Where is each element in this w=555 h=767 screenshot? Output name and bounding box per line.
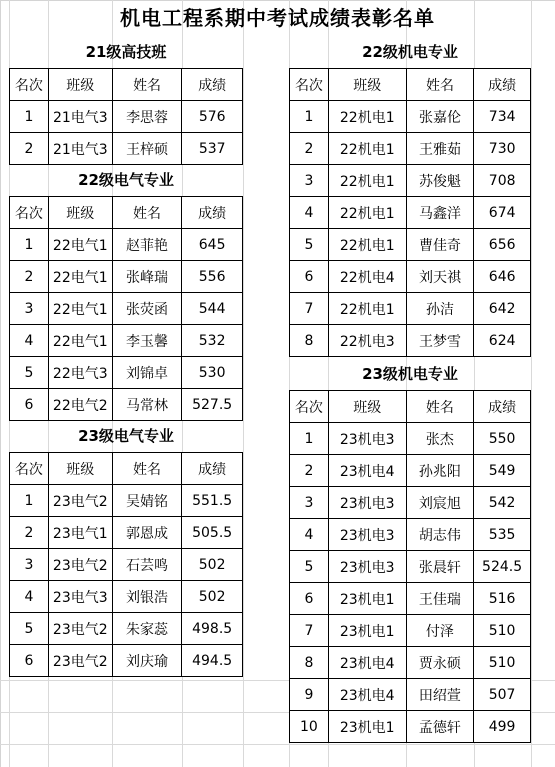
section-22-dianqi	[9, 164, 243, 421]
cell-class: 23电气2	[48, 613, 112, 645]
cell-class: 23机电1	[328, 711, 406, 743]
section-23-jidian	[289, 358, 531, 743]
cell-score: 502	[182, 581, 243, 613]
table-row	[290, 647, 531, 679]
header-rank: 名次	[10, 453, 49, 485]
table-row	[290, 197, 531, 229]
score-table	[289, 390, 531, 743]
section-21-gaoji	[9, 36, 243, 165]
cell-rank: 8	[290, 325, 329, 357]
header-score: 成绩	[474, 69, 531, 101]
cell-name: 刘锦卓	[112, 357, 182, 389]
table-row	[290, 325, 531, 357]
cell-rank: 1	[10, 229, 49, 261]
cell-score: 544	[182, 293, 243, 325]
cell-score: 708	[474, 165, 531, 197]
cell-name: 李玉馨	[112, 325, 182, 357]
cell-class: 22机电4	[328, 261, 406, 293]
table-header-row	[10, 453, 243, 485]
cell-rank: 10	[290, 711, 329, 743]
cell-rank: 7	[290, 293, 329, 325]
section-title: 23级电气专业	[78, 427, 174, 445]
table-row	[10, 261, 243, 293]
cell-score: 510	[474, 615, 531, 647]
cell-class: 23电气1	[48, 517, 112, 549]
cell-name: 郭恩成	[112, 517, 182, 549]
table-row	[10, 549, 243, 581]
gridline	[531, 0, 532, 767]
cell-rank: 3	[290, 165, 329, 197]
cell-name: 刘天祺	[406, 261, 474, 293]
cell-name: 李思蓉	[112, 101, 182, 133]
cell-rank: 1	[10, 485, 49, 517]
cell-rank: 5	[290, 551, 329, 583]
header-score: 成绩	[182, 69, 243, 101]
cell-rank: 1	[290, 423, 329, 455]
score-table	[9, 68, 243, 165]
table-row	[290, 261, 531, 293]
header-name: 姓名	[112, 69, 182, 101]
cell-class: 23机电3	[328, 519, 406, 551]
table-row	[290, 101, 531, 133]
cell-name: 刘庆瑜	[112, 645, 182, 677]
header-rank: 名次	[10, 197, 49, 229]
cell-rank: 2	[10, 517, 49, 549]
cell-score: 502	[182, 549, 243, 581]
table-row	[290, 165, 531, 197]
cell-name: 吴婧铭	[112, 485, 182, 517]
cell-rank: 4	[290, 197, 329, 229]
cell-name: 田绍萱	[406, 679, 474, 711]
cell-rank: 5	[290, 229, 329, 261]
cell-class: 22机电1	[328, 165, 406, 197]
table-row	[290, 423, 531, 455]
cell-class: 22机电3	[328, 325, 406, 357]
cell-name: 孙洁	[406, 293, 474, 325]
section-22-jidian	[289, 36, 531, 357]
cell-score: 524.5	[474, 551, 531, 583]
table-row	[290, 229, 531, 261]
cell-class: 22机电1	[328, 293, 406, 325]
cell-score: 551.5	[182, 485, 243, 517]
cell-class: 22电气1	[48, 293, 112, 325]
cell-rank: 3	[10, 293, 49, 325]
header-class: 班级	[328, 69, 406, 101]
cell-name: 孙兆阳	[406, 455, 474, 487]
cell-score: 507	[474, 679, 531, 711]
cell-class: 21电气3	[48, 133, 112, 165]
table-row	[10, 357, 243, 389]
table-row	[290, 551, 531, 583]
cell-score: 505.5	[182, 517, 243, 549]
cell-class: 23机电1	[328, 615, 406, 647]
header-class: 班级	[328, 391, 406, 423]
cell-name: 贾永硕	[406, 647, 474, 679]
cell-rank: 4	[10, 581, 49, 613]
cell-score: 542	[474, 487, 531, 519]
cell-score: 549	[474, 455, 531, 487]
cell-name: 付泽	[406, 615, 474, 647]
cell-class: 22机电1	[328, 101, 406, 133]
header-class: 班级	[48, 453, 112, 485]
table-row	[10, 293, 243, 325]
cell-rank: 1	[290, 101, 329, 133]
gridline	[0, 744, 555, 745]
cell-rank: 6	[290, 583, 329, 615]
table-row	[10, 133, 243, 165]
table-row	[290, 711, 531, 743]
header-class: 班级	[48, 197, 112, 229]
cell-class: 23电气3	[48, 581, 112, 613]
cell-rank: 2	[290, 133, 329, 165]
table-row	[10, 645, 243, 677]
cell-name: 胡志伟	[406, 519, 474, 551]
header-score: 成绩	[182, 197, 243, 229]
table-row	[290, 487, 531, 519]
cell-rank: 3	[290, 487, 329, 519]
table-row	[10, 101, 243, 133]
cell-class: 22机电1	[328, 229, 406, 261]
cell-score: 516	[474, 583, 531, 615]
section-title: 22级机电专业	[362, 43, 458, 61]
table-row	[10, 389, 243, 421]
cell-class: 22电气1	[48, 261, 112, 293]
table-row	[290, 293, 531, 325]
section-title: 22级电气专业	[78, 171, 174, 189]
cell-score: 576	[182, 101, 243, 133]
table-row	[10, 517, 243, 549]
cell-rank: 8	[290, 647, 329, 679]
cell-class: 23电气2	[48, 549, 112, 581]
cell-name: 马常林	[112, 389, 182, 421]
cell-score: 532	[182, 325, 243, 357]
table-header-row	[10, 69, 243, 101]
cell-name: 赵菲艳	[112, 229, 182, 261]
cell-class: 23机电1	[328, 583, 406, 615]
cell-score: 730	[474, 133, 531, 165]
cell-rank: 7	[290, 615, 329, 647]
cell-name: 张峰瑞	[112, 261, 182, 293]
section-title: 21级高技班	[85, 43, 167, 61]
header-name: 姓名	[406, 391, 474, 423]
cell-name: 朱家蕊	[112, 613, 182, 645]
cell-rank: 2	[290, 455, 329, 487]
table-header-row	[10, 197, 243, 229]
cell-class: 22机电1	[328, 197, 406, 229]
cell-name: 张嘉伦	[406, 101, 474, 133]
cell-name: 王梦雪	[406, 325, 474, 357]
header-name: 姓名	[112, 453, 182, 485]
cell-score: 674	[474, 197, 531, 229]
cell-score: 498.5	[182, 613, 243, 645]
table-row	[10, 613, 243, 645]
cell-rank: 3	[10, 549, 49, 581]
header-name: 姓名	[112, 197, 182, 229]
header-rank: 名次	[290, 69, 329, 101]
table-header-row	[290, 391, 531, 423]
table-row	[290, 583, 531, 615]
cell-name: 王佳瑞	[406, 583, 474, 615]
cell-class: 23机电3	[328, 423, 406, 455]
header-rank: 名次	[10, 69, 49, 101]
cell-score: 734	[474, 101, 531, 133]
table-row	[290, 133, 531, 165]
score-table	[9, 196, 243, 421]
gridline	[243, 0, 244, 767]
table-row	[290, 615, 531, 647]
cell-score: 624	[474, 325, 531, 357]
cell-rank: 2	[10, 133, 49, 165]
cell-score: 642	[474, 293, 531, 325]
cell-class: 23机电4	[328, 647, 406, 679]
cell-score: 530	[182, 357, 243, 389]
header-score: 成绩	[182, 453, 243, 485]
header-score: 成绩	[474, 391, 531, 423]
cell-name: 王梓硕	[112, 133, 182, 165]
table-header-row	[290, 69, 531, 101]
cell-score: 535	[474, 519, 531, 551]
score-table	[289, 68, 531, 357]
cell-rank: 5	[10, 357, 49, 389]
table-row	[10, 325, 243, 357]
page-title: 机电工程系期中考试成绩表彰名单	[120, 6, 435, 30]
cell-score: 510	[474, 647, 531, 679]
cell-name: 张晨轩	[406, 551, 474, 583]
cell-name: 张荧函	[112, 293, 182, 325]
cell-score: 499	[474, 711, 531, 743]
cell-name: 王雅茹	[406, 133, 474, 165]
table-row	[10, 229, 243, 261]
cell-class: 22电气3	[48, 357, 112, 389]
cell-class: 23机电3	[328, 487, 406, 519]
cell-class: 23机电3	[328, 551, 406, 583]
cell-rank: 6	[10, 389, 49, 421]
cell-rank: 6	[10, 645, 49, 677]
cell-class: 22机电1	[328, 133, 406, 165]
table-row	[290, 455, 531, 487]
cell-rank: 4	[10, 325, 49, 357]
cell-name: 张杰	[406, 423, 474, 455]
cell-name: 刘银浩	[112, 581, 182, 613]
cell-class: 21电气3	[48, 101, 112, 133]
header-name: 姓名	[406, 69, 474, 101]
score-table	[9, 452, 243, 677]
section-title: 23级机电专业	[362, 365, 458, 383]
section-23-dianqi	[9, 420, 243, 677]
cell-class: 22电气1	[48, 325, 112, 357]
cell-score: 656	[474, 229, 531, 261]
header-class: 班级	[48, 69, 112, 101]
cell-score: 645	[182, 229, 243, 261]
cell-name: 石芸鸣	[112, 549, 182, 581]
cell-name: 刘宸旭	[406, 487, 474, 519]
cell-rank: 4	[290, 519, 329, 551]
cell-name: 马鑫洋	[406, 197, 474, 229]
cell-class: 22电气2	[48, 389, 112, 421]
cell-rank: 9	[290, 679, 329, 711]
cell-rank: 6	[290, 261, 329, 293]
header-rank: 名次	[290, 391, 329, 423]
cell-score: 646	[474, 261, 531, 293]
cell-class: 23电气2	[48, 485, 112, 517]
cell-score: 527.5	[182, 389, 243, 421]
cell-class: 23电气2	[48, 645, 112, 677]
cell-name: 孟德轩	[406, 711, 474, 743]
cell-rank: 5	[10, 613, 49, 645]
cell-name: 苏俊魁	[406, 165, 474, 197]
table-row	[290, 519, 531, 551]
cell-score: 556	[182, 261, 243, 293]
cell-name: 曹佳奇	[406, 229, 474, 261]
cell-class: 23机电4	[328, 455, 406, 487]
table-row	[10, 581, 243, 613]
cell-score: 494.5	[182, 645, 243, 677]
cell-class: 22电气1	[48, 229, 112, 261]
cell-rank: 1	[10, 101, 49, 133]
cell-class: 23机电4	[328, 679, 406, 711]
cell-rank: 2	[10, 261, 49, 293]
table-row	[10, 485, 243, 517]
table-row	[290, 679, 531, 711]
cell-score: 537	[182, 133, 243, 165]
cell-score: 550	[474, 423, 531, 455]
